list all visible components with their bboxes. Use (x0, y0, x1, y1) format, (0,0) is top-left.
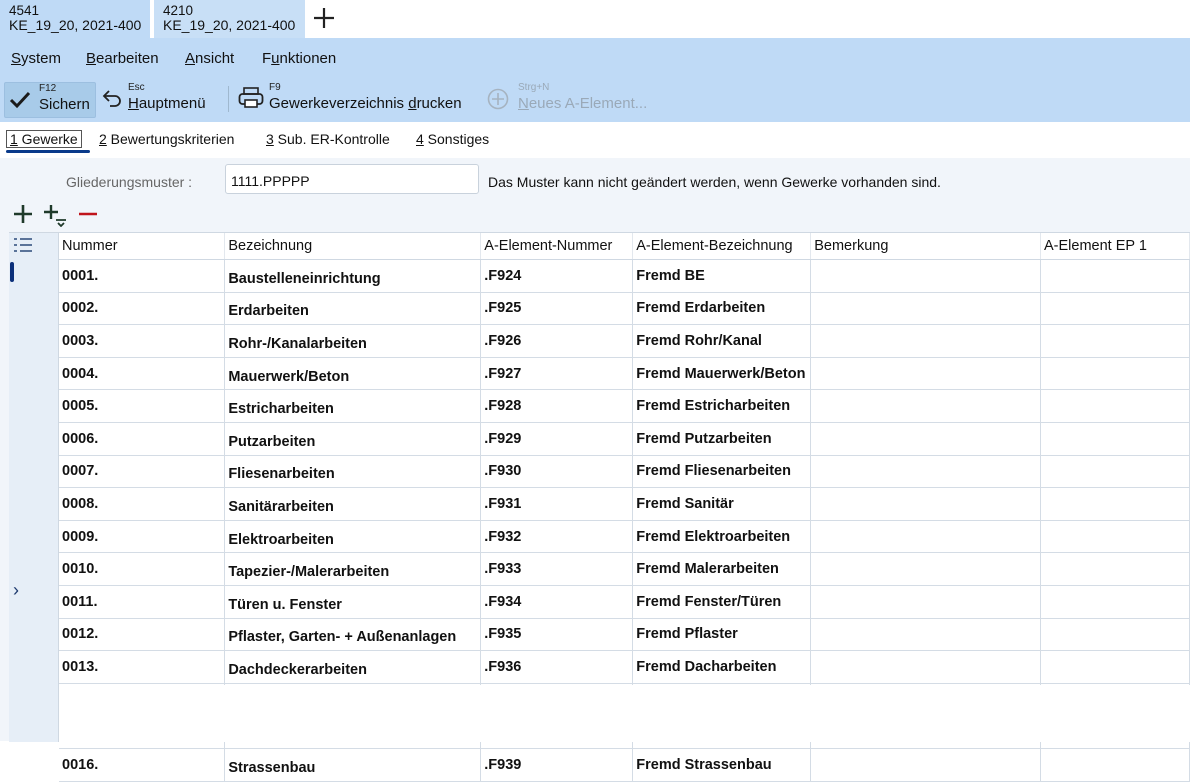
cell-a-element-ep1[interactable] (1041, 422, 1190, 455)
table-row[interactable] (59, 292, 1190, 325)
document-tab-4210[interactable] (154, 0, 305, 38)
cell-a-element-ep1[interactable] (1041, 292, 1190, 325)
active-tab-indicator (6, 150, 90, 153)
cell-a-element-nummer[interactable]: .F935 (481, 618, 633, 651)
cell-a-element-bezeichnung[interactable]: Fremd Fliesenarbeiten (633, 455, 811, 488)
cell-a-element-nummer[interactable]: .F928 (481, 390, 633, 423)
cell-nummer[interactable]: 0006. (59, 422, 225, 455)
cell-bemerkung[interactable] (811, 651, 1041, 684)
table-row[interactable] (59, 520, 1190, 553)
cell-bemerkung[interactable] (811, 260, 1041, 293)
cell-bezeichnung[interactable]: Strassenbau (225, 748, 481, 781)
printer-icon (238, 87, 264, 109)
menu-system[interactable] (11, 50, 61, 67)
insert-row-icon[interactable] (42, 203, 68, 227)
mnemonic: N (518, 95, 529, 112)
menu-label: earbeiten (96, 50, 159, 67)
cell-nummer[interactable]: 0004. (59, 357, 225, 390)
tab-label: Sonstiges (423, 131, 490, 147)
document-tab-name: KE_19_20, 2021-400 (9, 17, 142, 33)
cell-a-element-ep1[interactable] (1041, 455, 1190, 488)
tab-bewertungskriterien[interactable] (99, 131, 234, 147)
column-header-a-element-ep1[interactable]: A-Element EP 1 (1041, 233, 1190, 260)
tab-sonstiges[interactable] (416, 131, 489, 147)
cell-a-element-bezeichnung[interactable]: Fremd Erdarbeiten (633, 292, 811, 325)
cell-a-element-ep1[interactable] (1041, 488, 1190, 521)
column-chooser-icon[interactable] (12, 236, 34, 256)
main-menu-label (128, 95, 206, 112)
menu-bearbeiten[interactable] (86, 50, 159, 67)
table-row[interactable] (59, 651, 1190, 684)
menu-mnemonic: A (185, 50, 196, 67)
cell-nummer[interactable]: 0009. (59, 520, 225, 553)
main-menu-shortcut: Esc (128, 82, 145, 93)
document-tab-number: 4541 (9, 3, 40, 18)
tab-mnemonic: 2 (99, 131, 107, 147)
cell-bezeichnung[interactable]: Mauerwerk/Beton (225, 357, 481, 390)
menu-mnemonic: B (86, 50, 97, 67)
cell-bezeichnung[interactable]: Putzarbeiten (225, 422, 481, 455)
cell-a-element-nummer[interactable]: .F934 (481, 585, 633, 618)
cell-a-element-bezeichnung[interactable]: Fremd Estricharbeiten (633, 390, 811, 423)
cell-a-element-nummer[interactable]: .F926 (481, 325, 633, 358)
cell-nummer[interactable]: 0012. (59, 618, 225, 651)
cell-a-element-bezeichnung[interactable]: Fremd Sanitär (633, 488, 811, 521)
tab-mnemonic: 4 (416, 131, 424, 147)
tab-mnemonic: 1 (10, 131, 18, 147)
column-header-a-element-bezeichnung[interactable]: A-Element-Bezeichnung (633, 233, 811, 260)
cell-a-element-ep1[interactable] (1041, 325, 1190, 358)
cell-a-element-nummer[interactable]: .F931 (481, 488, 633, 521)
cell-nummer[interactable]: 0002. (59, 292, 225, 325)
menu-funktionen[interactable] (262, 50, 336, 67)
column-header-bezeichnung[interactable]: Bezeichnung (225, 233, 481, 260)
cell-a-element-nummer[interactable]: .F936 (481, 651, 633, 684)
print-shortcut: F9 (269, 82, 281, 93)
cell-a-element-nummer[interactable]: .F927 (481, 357, 633, 390)
menu-label: nktionen (279, 50, 337, 67)
cell-bemerkung[interactable] (811, 325, 1041, 358)
trades-table (9, 232, 1190, 776)
cell-nummer[interactable]: 0005. (59, 390, 225, 423)
label-text: rucken (416, 95, 462, 112)
menu-ansicht[interactable] (185, 50, 234, 67)
cell-bezeichnung[interactable]: Fliesenarbeiten (225, 455, 481, 488)
label-text: eues A-Element... (528, 95, 648, 112)
cell-bemerkung[interactable] (811, 585, 1041, 618)
plus-icon (312, 6, 336, 30)
current-row-marker (10, 262, 14, 282)
cell-bemerkung[interactable] (811, 292, 1041, 325)
table-row[interactable] (59, 618, 1190, 651)
table-row[interactable] (59, 488, 1190, 521)
label-text: Gewerkeverzeichnis (269, 95, 409, 112)
cell-a-element-bezeichnung[interactable]: Fremd Strassenbau (633, 748, 811, 781)
cell-bezeichnung[interactable]: Estricharbeiten (225, 390, 481, 423)
cell-bemerkung[interactable] (811, 488, 1041, 521)
table-row[interactable] (59, 390, 1190, 423)
cell-nummer[interactable]: 0001. (59, 260, 225, 293)
tab-gewerke[interactable] (6, 130, 82, 148)
tab-label: Bewertungskriterien (106, 131, 235, 147)
cell-bemerkung[interactable] (811, 390, 1041, 423)
add-tab-button[interactable] (312, 2, 336, 36)
cell-a-element-ep1[interactable] (1041, 651, 1190, 684)
cell-nummer[interactable]: 0016. (59, 748, 225, 781)
remove-row-icon[interactable] (76, 203, 100, 225)
cell-a-element-nummer[interactable]: .F932 (481, 520, 633, 553)
tab-label: Gewerke (17, 131, 78, 147)
cell-a-element-nummer[interactable]: .F925 (481, 292, 633, 325)
document-tab-strip (0, 0, 1190, 38)
gliederungsmuster-hint: Das Muster kann nicht geändert werden, wenn Gewerke vorhanden sind. (488, 174, 941, 190)
row-selector-column (9, 233, 59, 742)
new-element-shortcut: Strg+N (518, 82, 550, 93)
main-menu-button[interactable] (100, 82, 218, 118)
table-row[interactable] (59, 422, 1190, 455)
cell-bezeichnung[interactable]: Elektroarbeiten (225, 520, 481, 553)
table-row[interactable] (59, 553, 1190, 586)
mnemonic: d (408, 95, 417, 112)
cell-bezeichnung[interactable]: Türen u. Fenster (225, 585, 481, 618)
cell-nummer[interactable]: 0011. (59, 585, 225, 618)
print-trade-list-button[interactable] (238, 82, 474, 118)
tab-sub-er-kontrolle[interactable] (266, 131, 390, 147)
undo-arrow-icon (102, 88, 124, 108)
toolbar-separator (228, 86, 229, 112)
new-element-label (518, 95, 647, 112)
chevron-right-icon: › (13, 580, 19, 600)
mnemonic: H (128, 95, 139, 112)
cell-a-element-bezeichnung[interactable]: Fremd Fenster/Türen (633, 585, 811, 618)
cell-a-element-bezeichnung[interactable]: Fremd Elektroarbeiten (633, 520, 811, 553)
cell-a-element-nummer[interactable]: .F924 (481, 260, 633, 293)
cell-bezeichnung[interactable]: Pflaster, Garten- + Außenanlagen (225, 618, 481, 651)
table-row[interactable] (59, 748, 1190, 781)
cell-a-element-nummer[interactable]: .F933 (481, 553, 633, 586)
cell-bezeichnung[interactable]: Tapezier-/Malerarbeiten (225, 553, 481, 586)
table-row[interactable] (59, 260, 1190, 293)
cell-bemerkung[interactable] (811, 357, 1041, 390)
new-a-element-button[interactable] (487, 82, 657, 118)
menu-mnemonic: S (11, 50, 22, 67)
cell-a-element-ep1[interactable] (1041, 585, 1190, 618)
table-row[interactable] (59, 455, 1190, 488)
cell-bemerkung[interactable] (811, 422, 1041, 455)
column-header-nummer[interactable]: Nummer (59, 233, 225, 260)
gliederungsmuster-label: Gliederungsmuster : (66, 174, 193, 190)
table-row[interactable] (59, 585, 1190, 618)
cell-a-element-ep1[interactable] (1041, 260, 1190, 293)
circle-plus-icon (487, 88, 509, 110)
table-empty-area (59, 685, 1190, 742)
table-row[interactable] (59, 325, 1190, 358)
checkmark-icon (9, 91, 31, 109)
add-row-icon[interactable] (12, 203, 34, 225)
cell-nummer[interactable]: 0003. (59, 325, 225, 358)
cell-bemerkung[interactable] (811, 520, 1041, 553)
cell-a-element-bezeichnung[interactable]: Fremd Dacharbeiten (633, 651, 811, 684)
cell-bezeichnung[interactable]: Rohr-/Kanalarbeiten (225, 325, 481, 358)
cell-bemerkung[interactable] (811, 553, 1041, 586)
cell-a-element-ep1[interactable] (1041, 618, 1190, 651)
document-tab-name: KE_19_20, 2021-400 (163, 17, 296, 33)
table-row[interactable] (59, 357, 1190, 390)
table-header-row (59, 233, 1190, 260)
menu-label: F (262, 50, 272, 67)
cell-nummer[interactable]: 0013. (59, 651, 225, 684)
cell-a-element-bezeichnung[interactable]: Fremd Malerarbeiten (633, 553, 811, 586)
cell-a-element-bezeichnung[interactable]: Fremd Mauerwerk/Beton (633, 357, 811, 390)
menu-label: nsicht (195, 50, 235, 67)
cell-a-element-ep1[interactable] (1041, 748, 1190, 781)
cell-nummer[interactable]: 0008. (59, 488, 225, 521)
cell-a-element-ep1[interactable] (1041, 357, 1190, 390)
cell-bezeichnung[interactable]: Sanitärarbeiten (225, 488, 481, 521)
cell-a-element-ep1[interactable] (1041, 553, 1190, 586)
document-tab-number: 4210 (163, 3, 194, 18)
cell-a-element-nummer[interactable]: .F930 (481, 455, 633, 488)
menu-mnemonic: u (271, 50, 280, 67)
cell-a-element-bezeichnung[interactable]: Fremd Pflaster (633, 618, 811, 651)
cell-a-element-bezeichnung[interactable]: Fremd BE (633, 260, 811, 293)
cell-nummer[interactable]: 0007. (59, 455, 225, 488)
cell-bemerkung[interactable] (811, 455, 1041, 488)
cell-a-element-bezeichnung[interactable]: Fremd Rohr/Kanal (633, 325, 811, 358)
cell-bemerkung[interactable] (811, 748, 1041, 781)
cell-a-element-ep1[interactable] (1041, 520, 1190, 553)
label-text: auptmenü (138, 95, 206, 112)
section-tabs (0, 128, 1190, 154)
cell-bezeichnung[interactable]: Dachdeckerarbeiten (225, 651, 481, 684)
cell-a-element-bezeichnung[interactable]: Fremd Putzarbeiten (633, 422, 811, 455)
cell-a-element-nummer[interactable]: .F939 (481, 748, 633, 781)
cell-a-element-ep1[interactable] (1041, 390, 1190, 423)
cell-bezeichnung[interactable]: Erdarbeiten (225, 292, 481, 325)
save-button[interactable] (4, 82, 96, 118)
cell-a-element-nummer[interactable]: .F929 (481, 422, 633, 455)
cell-nummer[interactable]: 0010. (59, 553, 225, 586)
save-label: Sichern (39, 96, 90, 113)
cell-bezeichnung[interactable]: Baustelleneinrichtung (225, 260, 481, 293)
tab-label: Sub. ER-Kontrolle (273, 131, 390, 147)
menu-label: ystem (21, 50, 62, 67)
gliederungsmuster-input[interactable]: 1111.PPPPP (225, 164, 479, 194)
document-tab-4541[interactable] (0, 0, 150, 38)
column-header-bemerkung[interactable]: Bemerkung (811, 233, 1041, 260)
print-label (269, 95, 462, 112)
column-header-a-element-nummer[interactable]: A-Element-Nummer (481, 233, 633, 260)
cell-bemerkung[interactable] (811, 618, 1041, 651)
save-shortcut: F12 (39, 83, 57, 94)
tab-mnemonic: 3 (266, 131, 274, 147)
